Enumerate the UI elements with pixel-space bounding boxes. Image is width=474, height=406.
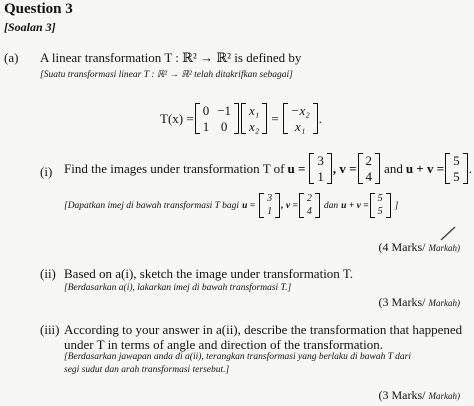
part-iii-malay-line2: segi sudut dan arah transformasi tersebut.] bbox=[64, 365, 230, 375]
vector-entry: x₁ bbox=[249, 103, 260, 118]
part-i-text: Find the images under transformation T of bbox=[64, 160, 285, 176]
matrix-entry: −1 bbox=[217, 103, 232, 118]
equation-period: . bbox=[318, 110, 322, 126]
marks-malay: Markah) bbox=[428, 243, 460, 253]
malay-dan: dan bbox=[323, 200, 339, 211]
marks-malay: Markah) bbox=[428, 298, 460, 308]
marks-label: (4 Marks/ bbox=[378, 240, 426, 254]
matrix-entry: 0 bbox=[202, 103, 210, 118]
part-i-question bbox=[64, 153, 472, 184]
vector-entry: 3 bbox=[317, 153, 324, 168]
part-iii-marks bbox=[379, 388, 461, 403]
part-i-malay-text: [Dapatkan imej di bawah transformasi T bagi bbox=[64, 200, 240, 211]
part-a-malay: [Suatu transformasi linear T : ℝ² → ℝ² telah ditakrifkan sebagai] bbox=[40, 70, 293, 80]
part-ii-malay: [Berdasarkan a(i), lakarkan imej di bawah transformasi T.] bbox=[64, 283, 292, 293]
part-i-label: (i) bbox=[40, 164, 53, 179]
part-iii-malay-line1: [Berdasarkan jawapan anda di a(ii), terangkan transformasi yang berlaku di bawah T dari bbox=[64, 352, 412, 362]
part-iii-text-line2: under T in terms of angle and direction of the transformation. bbox=[64, 337, 384, 352]
part-a-label: (a) bbox=[4, 50, 19, 65]
v-label: , v = bbox=[332, 160, 357, 176]
malay-uv-label: u + v = bbox=[341, 200, 369, 211]
part-ii-label: (ii) bbox=[40, 266, 56, 281]
vector-entry: 4 bbox=[365, 168, 373, 184]
vector-entry: 2 bbox=[306, 193, 312, 204]
part-ii-text: Based on a(i), sketch the image under transformation T. bbox=[64, 266, 354, 281]
vector-entry: −x₂ bbox=[290, 103, 310, 118]
u-plus-v-label: u + v = bbox=[405, 160, 445, 176]
matrix-entry: 1 bbox=[202, 118, 210, 134]
part-ii-marks bbox=[379, 295, 461, 310]
part-i-marks bbox=[379, 240, 461, 255]
vector-x bbox=[241, 103, 267, 134]
u-label: u = bbox=[287, 160, 306, 176]
vector-entry: x₁ bbox=[295, 118, 306, 134]
vector-entry: 5 bbox=[377, 205, 383, 217]
question-title: Question 3 bbox=[4, 1, 73, 17]
part-i-end: . bbox=[468, 160, 472, 176]
vector-entry: 2 bbox=[365, 153, 373, 168]
transformation-matrix bbox=[195, 103, 239, 134]
question-subtitle: [Soalan 3] bbox=[4, 20, 56, 34]
part-iii-text-line1: According to your answer in a(ii), describe the transformation that happened bbox=[64, 322, 463, 337]
part-a-text: A linear transformation T : ℝ² → ℝ² is defined by bbox=[40, 50, 302, 65]
matrix-entry: 0 bbox=[220, 118, 228, 134]
malay-vector-uv bbox=[370, 193, 391, 218]
and-text: and bbox=[384, 160, 403, 176]
malay-u-label: u = bbox=[242, 200, 256, 211]
vector-entry: 1 bbox=[267, 205, 273, 217]
vector-entry: 5 bbox=[377, 193, 383, 204]
vector-entry: 1 bbox=[317, 168, 324, 184]
vector-entry: 4 bbox=[306, 205, 312, 217]
transformation-equation bbox=[160, 103, 322, 134]
equation-lhs: T(x) = bbox=[160, 110, 194, 126]
vector-entry: 3 bbox=[267, 193, 273, 204]
part-i-malay bbox=[64, 193, 401, 218]
vector-entry: 5 bbox=[453, 153, 460, 168]
vector-entry: x₂ bbox=[249, 118, 260, 134]
malay-end: ] bbox=[394, 200, 399, 211]
marks-label: (3 Marks/ bbox=[378, 388, 426, 402]
part-iii-label: (iii) bbox=[40, 322, 60, 337]
malay-vector-v bbox=[299, 193, 320, 218]
equals-sign: = bbox=[271, 110, 279, 126]
malay-v-label: , v = bbox=[281, 200, 298, 211]
vector-u bbox=[309, 153, 332, 184]
malay-vector-u bbox=[259, 193, 280, 218]
vector-u-plus-v bbox=[445, 153, 468, 184]
vector-v bbox=[358, 153, 381, 184]
vector-entry: 5 bbox=[453, 168, 460, 184]
marks-malay: Markah) bbox=[428, 391, 460, 401]
marks-label: (3 Marks/ bbox=[378, 295, 426, 309]
result-vector bbox=[283, 103, 318, 134]
